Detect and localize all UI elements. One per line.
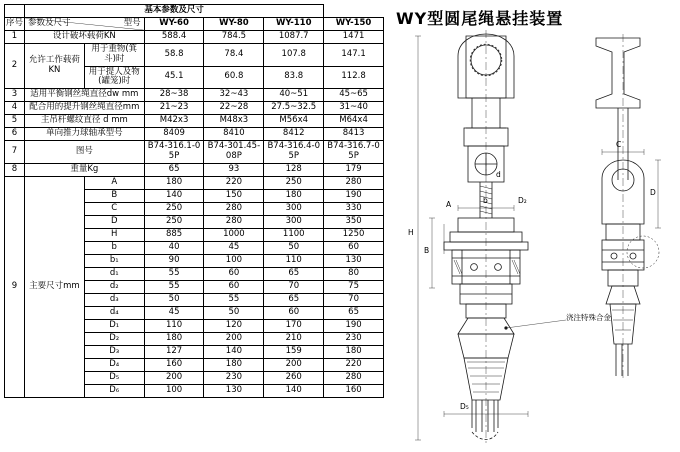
row-value: 8412: [264, 128, 324, 141]
row-value: 78.4: [204, 44, 264, 67]
dim-value: 65: [324, 306, 384, 319]
dim-value: 280: [204, 202, 264, 215]
row-value: B74-301.45-08P: [204, 141, 264, 164]
dim-value: 180: [144, 176, 204, 189]
dim-label: B: [84, 189, 144, 202]
row-value: 8409: [144, 128, 204, 141]
dim-value: 100: [204, 254, 264, 267]
row-value: 22~28: [204, 102, 264, 115]
corner-bottom-label: 参数及尺寸: [28, 18, 71, 29]
dim-value: 300: [264, 215, 324, 228]
dim-label: A: [84, 176, 144, 189]
row-value: 45~65: [324, 89, 384, 102]
dim-value: 40: [144, 241, 204, 254]
annotation-H: H: [408, 228, 414, 237]
table-row: [5, 128, 384, 141]
dim-value: 65: [264, 293, 324, 306]
dim-value: 1000: [204, 228, 264, 241]
dim-value: 160: [324, 384, 384, 397]
dim-value: 60: [204, 280, 264, 293]
dim-value: 140: [264, 384, 324, 397]
dim-value: 200: [264, 358, 324, 371]
row-value: 45.1: [144, 66, 204, 89]
row-sn: 7: [5, 141, 25, 164]
diagonal-line-icon: [25, 18, 144, 30]
dim-label: D₂: [84, 332, 144, 345]
caption-blank: [5, 5, 25, 18]
spec-table-wrap: [4, 4, 384, 398]
dim-label: D₄: [84, 358, 144, 371]
dim-value: 50: [204, 306, 264, 319]
annotation-b: b: [483, 196, 488, 205]
row-name: 单向推力球轴承型号: [25, 128, 145, 141]
annotation-A: A: [446, 200, 452, 209]
row-name: 主吊杆螺纹直径 d mm: [25, 115, 145, 128]
row-sn: 1: [5, 31, 25, 44]
dim-value: 60: [324, 241, 384, 254]
row-sn: 6: [5, 128, 25, 141]
dim-label: b₁: [84, 254, 144, 267]
drawing-svg: [388, 28, 678, 448]
row-value: B74-316.4-05P: [264, 141, 324, 164]
dim-value: 50: [264, 241, 324, 254]
model-3: WY-150: [324, 18, 384, 31]
dim-value: 65: [264, 267, 324, 280]
dim-value: 55: [204, 293, 264, 306]
dim-value: 170: [264, 319, 324, 332]
dim-value: 230: [204, 371, 264, 384]
row-value: M56x4: [264, 115, 324, 128]
dim-value: 140: [144, 189, 204, 202]
corner-top-label: 型号: [123, 18, 141, 28]
dim-value: 300: [264, 202, 324, 215]
row-value: M64x4: [324, 115, 384, 128]
table-row: [5, 115, 384, 128]
dim-value: 130: [324, 254, 384, 267]
row-value: 8410: [204, 128, 264, 141]
dim-value: 190: [324, 189, 384, 202]
dim-value: 220: [204, 176, 264, 189]
dim-value: 60: [204, 267, 264, 280]
table-caption: 基本参数及尺寸: [25, 5, 324, 18]
dim-label: b: [84, 241, 144, 254]
row-value: 58.8: [144, 44, 204, 67]
row-value: M48x3: [204, 115, 264, 128]
row-value: 147.1: [324, 44, 384, 67]
row-sn: 5: [5, 115, 25, 128]
dim-label: D₅: [84, 371, 144, 384]
dim-value: 200: [204, 332, 264, 345]
row-sn: 2: [5, 44, 25, 89]
dim-value: 55: [144, 267, 204, 280]
table-row: [5, 141, 384, 164]
model-0: WY-60: [144, 18, 204, 31]
table-row: [5, 176, 384, 189]
dim-value: 45: [204, 241, 264, 254]
row-value: 784.5: [204, 31, 264, 44]
annotation-D: D: [650, 188, 656, 197]
dim-value: 1100: [264, 228, 324, 241]
dim-value: 60: [264, 306, 324, 319]
dim-value: 1250: [324, 228, 384, 241]
dim-label: C: [84, 202, 144, 215]
technical-drawing: [388, 28, 678, 448]
row-subname: 用于提人及物(罐笼)时: [84, 66, 144, 89]
dim-value: 50: [144, 293, 204, 306]
dim-value: 180: [264, 189, 324, 202]
dim-value: 140: [204, 345, 264, 358]
row-value: 60.8: [204, 66, 264, 89]
row-value: 40~51: [264, 89, 324, 102]
dim-value: 250: [264, 176, 324, 189]
dim-value: 200: [144, 371, 204, 384]
table-row: [5, 31, 384, 44]
dim-label: H: [84, 228, 144, 241]
row-value: 8413: [324, 128, 384, 141]
table-row: [5, 44, 384, 67]
annotation-D5: D₅: [460, 402, 469, 411]
row-value: 93: [204, 163, 264, 176]
dim-value: 280: [324, 176, 384, 189]
corner-cell: [25, 18, 145, 31]
dim-label: d₁: [84, 267, 144, 280]
row-value: 32~43: [204, 89, 264, 102]
annotation-D2: D₂: [518, 196, 527, 205]
dim-value: 110: [264, 254, 324, 267]
row-name: 重量Kg: [25, 163, 145, 176]
dim-value: 230: [324, 332, 384, 345]
dims-sn: 9: [5, 176, 25, 397]
dim-value: 70: [264, 280, 324, 293]
row-value: 179: [324, 163, 384, 176]
dim-label: D₃: [84, 345, 144, 358]
dim-label: D: [84, 215, 144, 228]
annotation-d: d: [496, 170, 501, 179]
row-name: 配合用的提升钢丝绳直径mm: [25, 102, 145, 115]
page-title: WY型圆尾绳悬挂装置: [396, 9, 564, 28]
row-value: 21~23: [144, 102, 204, 115]
dim-value: 220: [324, 358, 384, 371]
row-name: 允许工作载荷 KN: [25, 44, 85, 89]
dim-value: 250: [144, 202, 204, 215]
table-row: [5, 163, 384, 176]
table-caption-row: [5, 5, 384, 18]
spec-table: [4, 4, 384, 398]
dim-value: 70: [324, 293, 384, 306]
row-subname: 用于重物(箕斗)时: [84, 44, 144, 67]
dim-value: 110: [144, 319, 204, 332]
dims-name: 主要尺寸mm: [25, 176, 85, 397]
dim-label: d₄: [84, 306, 144, 319]
dim-label: d₂: [84, 280, 144, 293]
row-sn: 3: [5, 89, 25, 102]
dim-value: 90: [144, 254, 204, 267]
row-value: 112.8: [324, 66, 384, 89]
dim-value: 160: [144, 358, 204, 371]
table-row: [5, 102, 384, 115]
row-value: 83.8: [264, 66, 324, 89]
dim-label: D₁: [84, 319, 144, 332]
row-value: B74-316.7-05P: [324, 141, 384, 164]
annotation-C: C: [616, 140, 622, 149]
row-name: 图号: [25, 141, 145, 164]
row-value: 588.4: [144, 31, 204, 44]
dim-value: 130: [204, 384, 264, 397]
dim-value: 120: [204, 319, 264, 332]
dim-value: 260: [264, 371, 324, 384]
dim-value: 45: [144, 306, 204, 319]
row-value: 1471: [324, 31, 384, 44]
row-value: 28~38: [144, 89, 204, 102]
dim-value: 80: [324, 267, 384, 280]
annotation-B: B: [424, 246, 430, 255]
row-value: 107.8: [264, 44, 324, 67]
row-value: 128: [264, 163, 324, 176]
table-row: [5, 89, 384, 102]
dim-value: 250: [144, 215, 204, 228]
dim-value: 330: [324, 202, 384, 215]
dim-value: 75: [324, 280, 384, 293]
model-1: WY-80: [204, 18, 264, 31]
row-name: 设计破坏载荷KN: [25, 31, 145, 44]
dim-value: 55: [144, 280, 204, 293]
dim-value: 210: [264, 332, 324, 345]
model-header-row: [5, 18, 384, 31]
sn-header: 序号: [5, 18, 25, 31]
row-value: 31~40: [324, 102, 384, 115]
dim-value: 180: [204, 358, 264, 371]
row-sn: 4: [5, 102, 25, 115]
dim-value: 100: [144, 384, 204, 397]
annotation-alloy: 浇注特殊合金: [566, 313, 611, 322]
dim-value: 190: [324, 319, 384, 332]
row-name: 适用平衡钢丝绳直径dw mm: [25, 89, 145, 102]
dim-value: 180: [324, 345, 384, 358]
row-value: 27.5~32.5: [264, 102, 324, 115]
row-value: 65: [144, 163, 204, 176]
dim-value: 280: [204, 215, 264, 228]
row-sn: 8: [5, 163, 25, 176]
dim-value: 127: [144, 345, 204, 358]
dim-value: 159: [264, 345, 324, 358]
dim-value: 885: [144, 228, 204, 241]
dim-value: 150: [204, 189, 264, 202]
row-value: M42x3: [144, 115, 204, 128]
row-value: 1087.7: [264, 31, 324, 44]
dim-label: d₃: [84, 293, 144, 306]
dim-label: D₆: [84, 384, 144, 397]
model-2: WY-110: [264, 18, 324, 31]
row-value: B74-316.1-05P: [144, 141, 204, 164]
dim-value: 180: [144, 332, 204, 345]
dim-value: 280: [324, 371, 384, 384]
dim-value: 350: [324, 215, 384, 228]
